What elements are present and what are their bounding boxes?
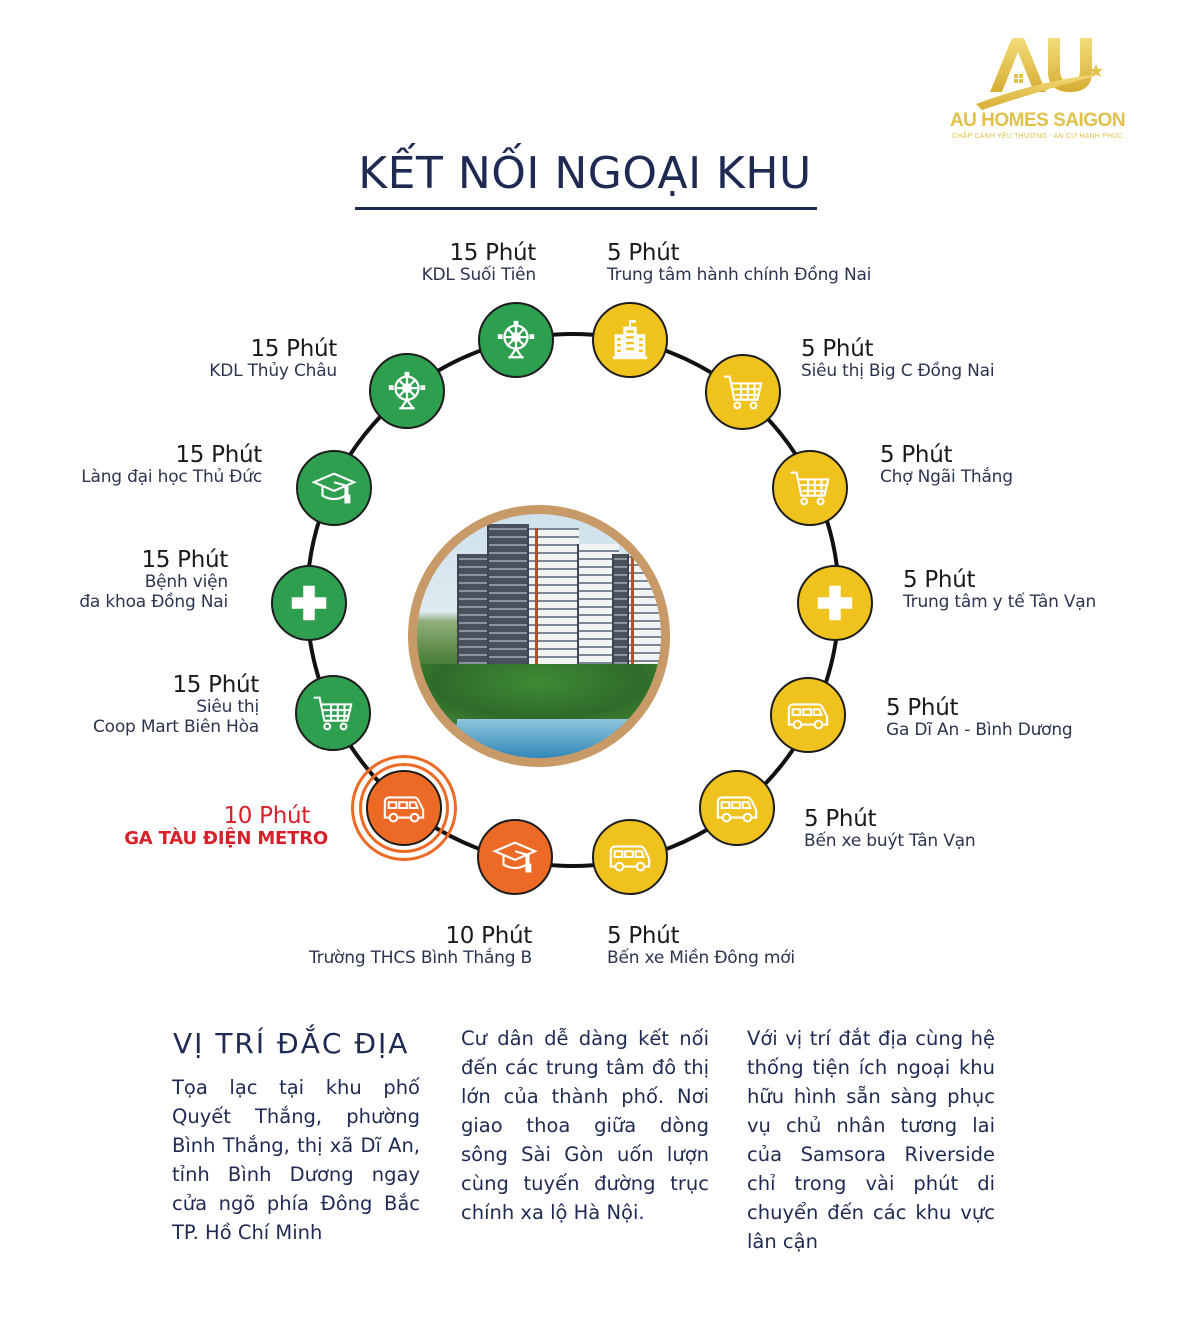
label-kdl-suoi-tien	[422, 240, 536, 286]
destination-name: Siêu thị Big C Đồng Nai	[801, 361, 995, 382]
node-kdl-suoi-tien[interactable]	[478, 302, 554, 378]
van-icon	[714, 785, 760, 831]
travel-time: 5 Phút	[880, 442, 953, 468]
destination-name: KDL Suối Tiên	[421, 265, 536, 286]
label-big-c-dong-nai	[801, 336, 994, 382]
node-ben-xe-mien-dong[interactable]	[592, 819, 668, 895]
graduation-cap-icon	[492, 834, 538, 880]
logo-slogan: CHẤP CÁNH YÊU THƯƠNG - AN CƯ HẠNH PHÚC	[952, 133, 1123, 140]
destination-name: Bến xe buýt Tân Vạn	[804, 831, 976, 852]
destination-name: KDL Thủy Châu	[209, 361, 337, 382]
ferris-wheel-icon	[493, 317, 539, 363]
destination-name: Chợ Ngãi Thắng	[880, 467, 1013, 488]
label-coop-mart-bien-hoa	[93, 672, 259, 738]
travel-time: 15 Phút	[141, 547, 228, 573]
node-ga-tau-dien-metro[interactable]	[366, 770, 442, 846]
node-cho-ngai-thang[interactable]	[772, 450, 848, 526]
label-benh-vien-dong-nai	[79, 547, 228, 613]
node-big-c-dong-nai[interactable]	[705, 354, 781, 430]
destination-name: Làng đại học Thủ Đức	[81, 467, 262, 488]
node-hanh-chinh-dong-nai[interactable]	[592, 302, 668, 378]
paragraph-location: Tọa lạc tại khu phố Quyết Thắng, phường Bình Thắng, thị xã Dĩ An, tỉnh Bình Dương ngay cửa ngõ phía Đông Bắc TP. Hồ Chí Minh	[172, 1076, 420, 1244]
destination-name-line-1: Bệnh viện	[144, 572, 228, 593]
label-ga-di-an	[886, 695, 1073, 741]
node-coop-mart-bien-hoa[interactable]	[295, 675, 371, 751]
page-title: KẾT NỐI NGOẠI KHU	[358, 148, 812, 199]
travel-time: 5 Phút	[886, 695, 959, 721]
destination-name: GA TÀU ĐIỆN METRO	[124, 828, 328, 850]
medical-cross-icon	[286, 580, 332, 626]
label-thcs-binh-thang-b	[309, 923, 532, 969]
destination-name: Trường THCS Bình Thắng B	[309, 948, 532, 969]
destination-name: Ga Dĩ An - Bình Dương	[886, 720, 1073, 741]
ferris-wheel-icon	[384, 368, 430, 414]
travel-time: 15 Phút	[449, 240, 536, 266]
travel-time: 15 Phút	[175, 442, 262, 468]
travel-time: 10 Phút	[223, 803, 310, 829]
destination-name-line-1: Siêu thị	[196, 697, 259, 718]
node-kdl-thuy-chau[interactable]	[369, 353, 445, 429]
node-lang-dai-hoc-thu-duc[interactable]	[296, 450, 372, 526]
label-hanh-chinh-dong-nai	[607, 240, 871, 286]
travel-time: 5 Phút	[801, 336, 874, 362]
travel-time: 5 Phút	[804, 806, 877, 832]
destination-name: Bến xe Miền Đông mới	[607, 948, 795, 969]
destination-name-line-2: Coop Mart Biên Hòa	[92, 716, 259, 737]
medical-cross-icon	[812, 580, 858, 626]
travel-time: 15 Phút	[250, 336, 337, 362]
node-ga-di-an[interactable]	[770, 677, 846, 753]
shopping-cart-icon	[787, 465, 833, 511]
destination-name: Trung tâm y tế Tân Vạn	[903, 592, 1097, 613]
paragraph-amenities: Với vị trí đắt địa cùng hệ thống tiện ích ngoại khu hữu hình sẵn sàng phục vụ chủ nhân tương lai của Samsora Riverside chỉ trong vài phút di chuyển đến các khu vực lân cận	[747, 1027, 995, 1253]
building-icon	[607, 317, 653, 363]
label-ben-xe-mien-dong	[607, 923, 795, 969]
label-ga-tau-dien-metro	[124, 803, 328, 850]
paragraph-connectivity: Cư dân dễ dàng kết nối đến các trung tâm đô thị lớn của thành phố. Nơi giao thoa giữa dòng sông Sài Gòn uốn lượn cùng tuyến đường trục chính xa lộ Hà Nội.	[461, 1027, 709, 1224]
project-photo-frame	[408, 505, 670, 767]
node-y-te-tan-van[interactable]	[797, 565, 873, 641]
section-title: VỊ TRÍ ĐẮC ĐỊA	[173, 1027, 410, 1060]
label-lang-dai-hoc-thu-duc	[81, 442, 262, 488]
destination-name-line-2: đa khoa Đồng Nai	[79, 591, 228, 612]
travel-time: 15 Phút	[172, 672, 259, 698]
travel-time: 5 Phút	[903, 567, 976, 593]
travel-time: 5 Phút	[607, 923, 680, 949]
node-ben-xe-buyt-tan-van[interactable]	[699, 770, 775, 846]
node-thcs-binh-thang-b[interactable]	[477, 819, 553, 895]
van-icon	[607, 834, 653, 880]
destination-name: Trung tâm hành chính Đồng Nai	[607, 265, 872, 286]
label-ben-xe-buyt-tan-van	[804, 806, 975, 852]
travel-time: 5 Phút	[607, 240, 680, 266]
node-benh-vien-dong-nai[interactable]	[271, 565, 347, 641]
shopping-cart-icon	[310, 690, 356, 736]
label-cho-ngai-thang	[880, 442, 1013, 488]
van-icon	[785, 692, 831, 738]
label-y-te-tan-van	[903, 567, 1096, 613]
graduation-cap-icon	[311, 465, 357, 511]
shopping-cart-icon	[720, 369, 766, 415]
van-icon	[381, 785, 427, 831]
logo-brand-name: AU HOMES SAIGON	[949, 110, 1126, 131]
project-rendering	[417, 514, 661, 758]
label-kdl-thuy-chau	[209, 336, 337, 382]
travel-time: 10 Phút	[445, 923, 532, 949]
